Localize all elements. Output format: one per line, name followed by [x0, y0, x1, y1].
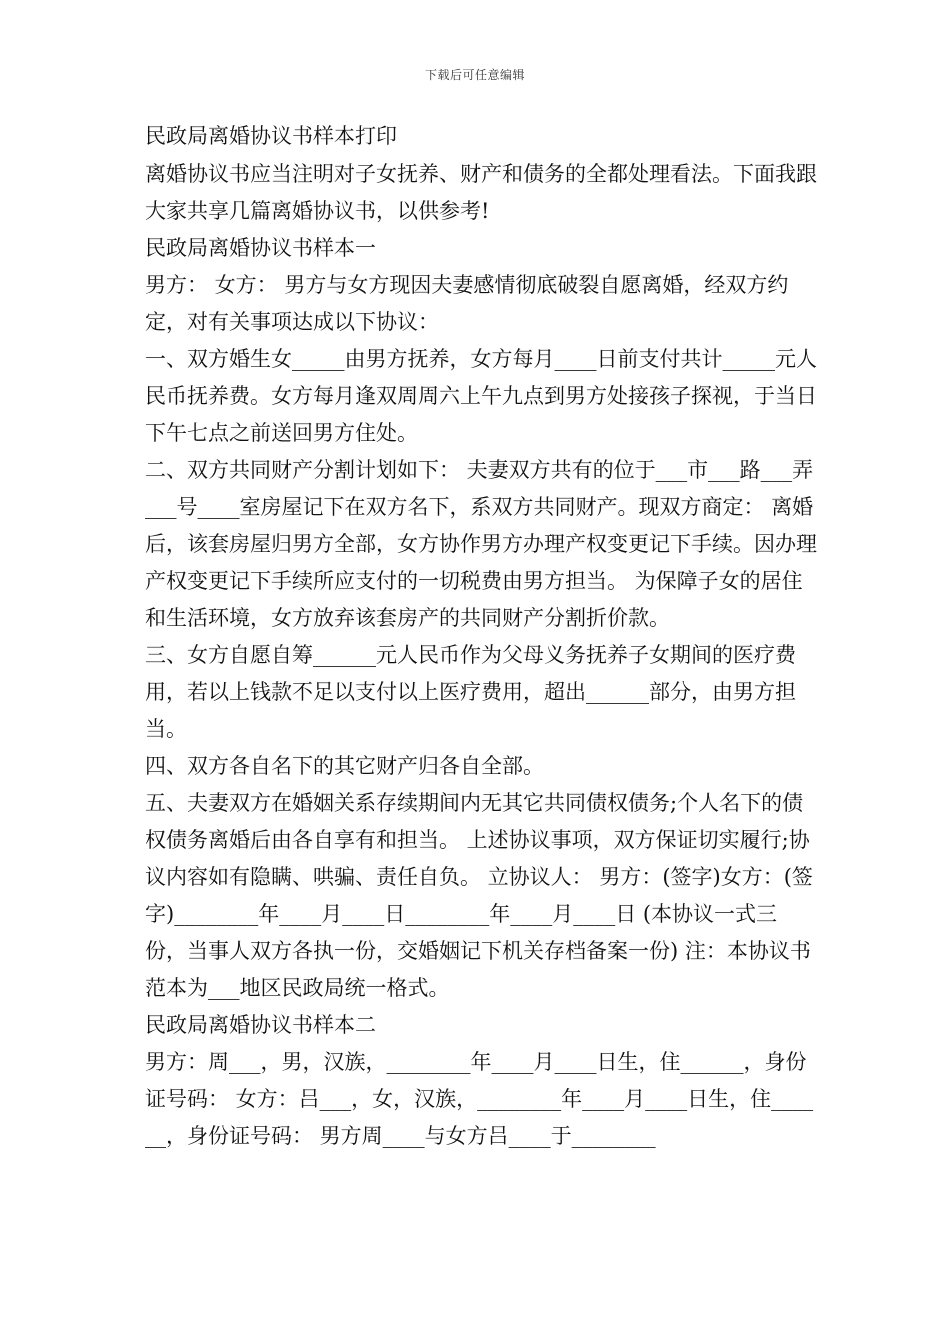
paragraph-parties: 男方： 女方： 男方与女方现因夫妻感情彻底破裂自愿离婚，经双方约定，对有关事项达成以下协议： — [145, 273, 789, 334]
clause-3: 三、女方自愿自筹______元人民币作为父母义务抚养子女期间的医疗费用，若以上钱款不足以支付以上医疗费用，超出______部分，由男方担当。 — [145, 643, 796, 741]
section-heading-sample-1: 民政局离婚协议书样本一 — [145, 236, 376, 260]
page-header-note: 下载后可任意编辑 — [424, 68, 525, 82]
section-heading-sample-2: 民政局离婚协议书样本二 — [145, 1013, 376, 1037]
document-title: 民政局离婚协议书样本打印 — [145, 124, 397, 148]
clause-1: 一、双方婚生女_____由男方抚养，女方每月____日前支付共计_____元人民币抚养费。女方每月逢双周周六上午九点到男方处接孩子探视，于当日下午七点之前送回男方住处。 — [145, 347, 817, 445]
clause-4: 四、双方各自名下的其它财产归各自全部。 — [145, 754, 544, 778]
paragraph-sample-2-parties: 男方：周___，男，汉族，________年____月____日生，住______，身份证号码： 女方：吕___，女，汉族，________年____月____日生，住______，身份证号码： 男方周____与女方吕____于________ — [145, 1050, 814, 1148]
clause-5: 五、夫妻双方在婚姻关系存续期间内无其它共同债权债务;个人名下的债权债务离婚后由各自享有和担当。 上述协议事项，双方保证切实履行;协议内容如有隐瞒、哄骗、责任自负。 立协议人： 男方：(签字)女方：(签字)________年____月____日________年____月____日 (本协议一式三份，当事人双方各执一份，交婚姻记下机关存档备案一份) 注：本协议书范本为___地区民政局统一格式。 — [145, 791, 813, 1000]
clause-2: 二、双方共同财产分割计划如下： 夫妻双方共有的位于___市___路___弄___号____室房屋记下在双方名下，系双方共同财产。现双方商定： 离婚后，该套房屋归男方全部，女方协作男方办理产权变更记下手续。因办理产权变更记下手续所应支付的一切税费由男方担当。 为保障子女的居住和生活环境，女方放弃该套房产的共同财产分割折价款。 — [145, 458, 817, 630]
document-body — [145, 118, 817, 1155]
paragraph-intro: 离婚协议书应当注明对子女抚养、财产和债务的全都处理看法。下面我跟大家共享几篇离婚协议书，以供参考! — [145, 162, 817, 223]
